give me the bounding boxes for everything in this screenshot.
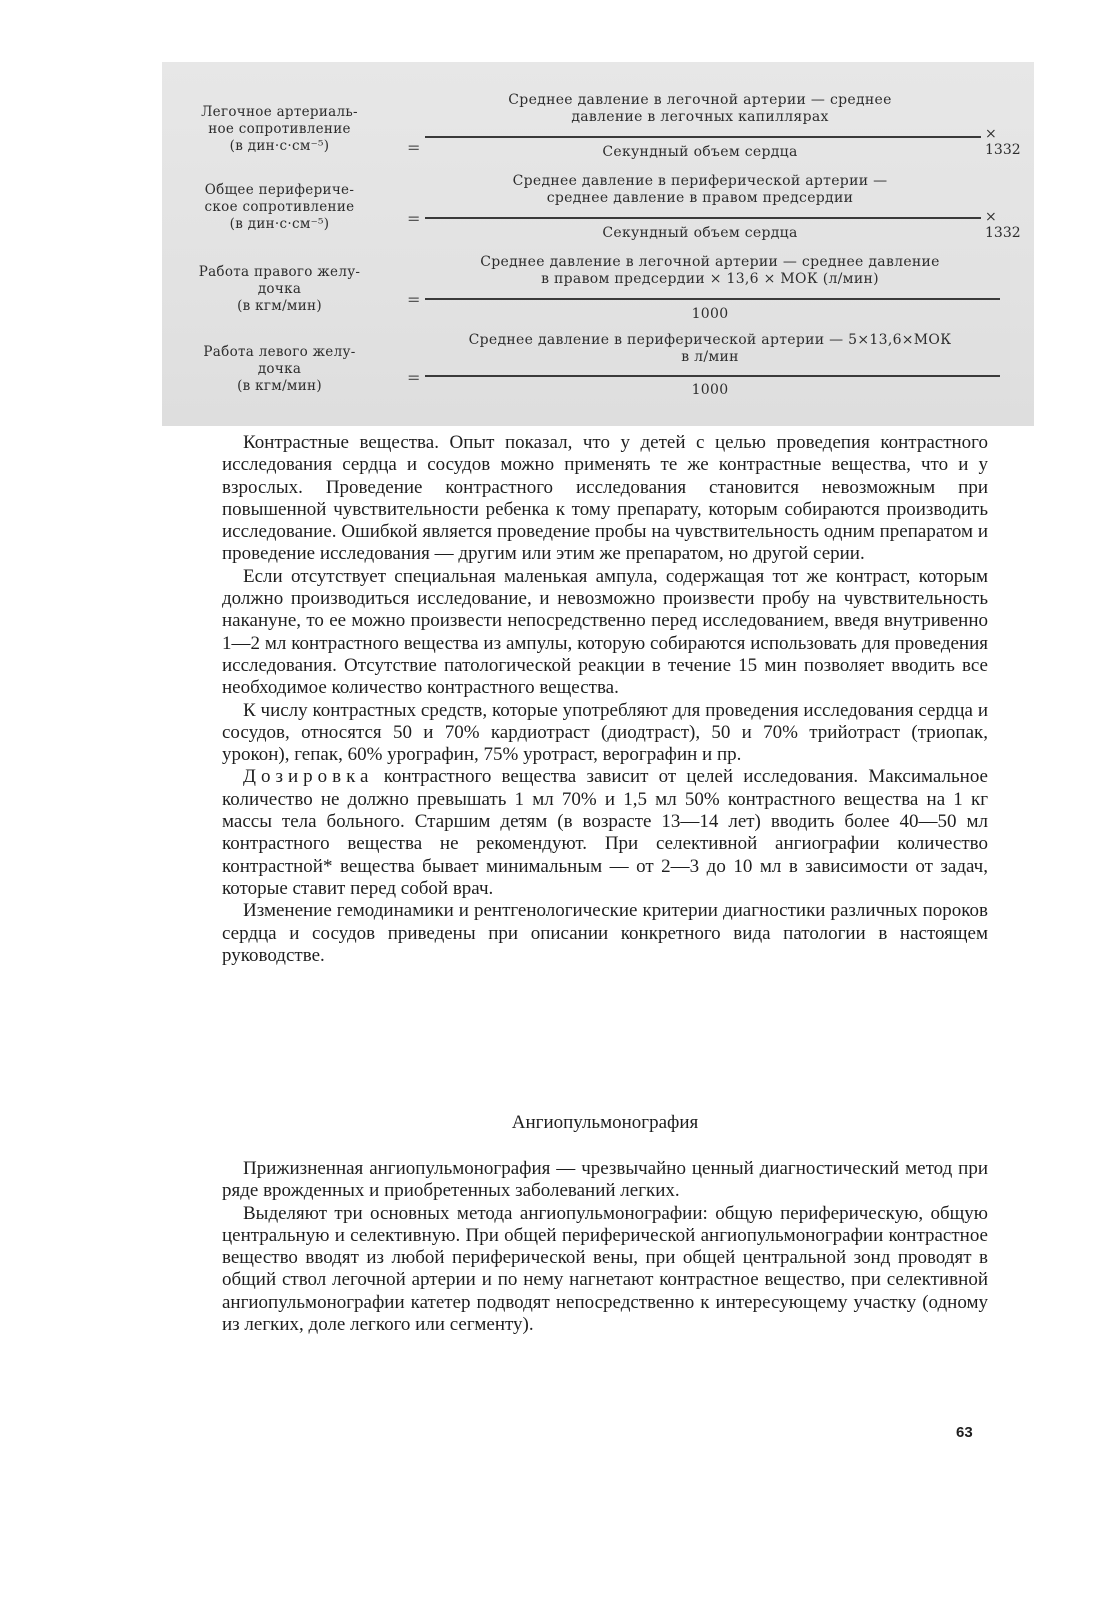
formula-table bbox=[162, 62, 1034, 426]
formula-denominator: 1000 bbox=[691, 306, 729, 322]
formula-label-line: дочка bbox=[257, 361, 302, 377]
formula-label-line: (в кгм/мин) bbox=[237, 298, 322, 314]
numerator-line: Среднее давление в периферической артерии — bbox=[512, 173, 888, 189]
paragraph-dosage bbox=[222, 766, 988, 900]
body-text-upper bbox=[222, 432, 988, 967]
formula-label-line: ское сопротивление bbox=[204, 199, 355, 215]
formula-label-line: Общее перифериче- bbox=[204, 182, 355, 198]
fraction-bar bbox=[425, 217, 981, 219]
formula-numerator bbox=[425, 332, 995, 366]
paragraph-hemodynamics: Изменение гемодинамики и рентгенологические критерии диагностики различных пороков сердца и сосудов приведены при описании конкретного вида патологии в настоящем руководстве. bbox=[222, 900, 988, 966]
formula-label bbox=[182, 104, 377, 155]
formula-label-line: дочка bbox=[257, 281, 302, 297]
formula-label bbox=[182, 264, 377, 315]
formula-row-right-ventricle-work bbox=[162, 254, 1034, 340]
numerator-line: в л/мин bbox=[681, 349, 739, 365]
numerator-line: в правом предсердии × 13,6 × МОК (л/мин) bbox=[541, 271, 879, 287]
fraction-bar bbox=[425, 136, 981, 138]
formula-label-line: Работа левого желу- bbox=[203, 344, 356, 360]
section-heading: Ангиопульмонография bbox=[511, 1112, 699, 1133]
numerator-line: среднее давление в правом предсердии bbox=[546, 190, 854, 206]
formula-numerator bbox=[425, 92, 975, 126]
formula-label-line: Работа правого желу- bbox=[198, 264, 361, 280]
numerator-line: Среднее давление в легочной артерии — среднее bbox=[508, 92, 892, 108]
paragraph-sensitivity-test: Если отсутствует специальная маленькая ампула, содержащая тот же контраст, которым должно производиться исследование, и невозможно произвести пробу на чувствительность накануне, то ее можно произвести непосредственно перед исследованием, введя внутривенно 1—2 мл контрастного вещества из ампулы, которую собираются использовать для проведения исследования. Отсутствие патологической реакции в течение 15 мин позволяет вводить все необходимое количество контрастного вещества. bbox=[222, 565, 988, 699]
formula-label bbox=[182, 344, 377, 395]
fraction-bar bbox=[425, 375, 1000, 377]
formula-row-peripheral-resistance bbox=[162, 173, 1034, 259]
fraction-bar bbox=[425, 298, 1000, 300]
paragraph-contrast-agents: Контрастные вещества. Опыт показал, что у детей с целью проведепия контрастного исследования сердца и сосудов можно применять те же контрастные вещества, что и у взрослых. Проведение контрастного исследования становится невозможным при повышенной чувствительности ребенка к тому препарату, которым собираются производить исследование. Ошибкой является проведение пробы на чувствительность одним препаратом и проведение исследования — другим или этим же препаратом, но другой серии. bbox=[222, 432, 988, 565]
formula-label-line: (в дин·с·см⁻⁵) bbox=[229, 138, 330, 154]
formula-label-line: (в кгм/мин) bbox=[237, 378, 322, 394]
numerator-line: Среднее давление в периферической артерии — 5×13,6×МОК bbox=[468, 332, 952, 348]
equals-sign: = bbox=[407, 138, 421, 157]
formula-denominator: Секундный объем сердца bbox=[602, 225, 798, 241]
formula-label-line: (в дин·с·см⁻⁵) bbox=[229, 216, 330, 232]
formula-label-line: ное сопротивление bbox=[208, 121, 351, 137]
formula-denominator: 1000 bbox=[691, 382, 729, 398]
formula-numerator bbox=[425, 173, 975, 207]
dosage-lead-word: Дозировка bbox=[243, 766, 374, 788]
paragraph-contrast-list: К числу контрастных средств, которые употребляют для проведения исследования сердца и сосудов, относятся 50 и 70% кардиотраст (диодтраст), 50 и 70% трийотраст (триопак, урокон), гепак, 60% урографин, 75% уротраст, верографин и пр. bbox=[222, 699, 988, 766]
page-number: 63 bbox=[956, 1424, 973, 1441]
formula-numerator bbox=[425, 254, 995, 288]
equals-sign: = bbox=[407, 209, 421, 228]
numerator-line: давление в легочных капиллярах bbox=[571, 109, 829, 125]
formula-row-left-ventricle-work bbox=[162, 332, 1034, 418]
formula-row-pulmonary-resistance bbox=[162, 90, 1034, 176]
formula-label bbox=[182, 182, 377, 233]
body-text-lower bbox=[222, 1158, 988, 1336]
numerator-line: Среднее давление в легочной артерии — среднее давление bbox=[480, 254, 940, 270]
formula-multiplier: × 1332 bbox=[985, 209, 1021, 241]
equals-sign: = bbox=[407, 368, 421, 387]
formula-multiplier: × 1332 bbox=[985, 126, 1021, 158]
dosage-text: контрастного вещества зависит от целей исследования. Максимальное количество не должно превышать 1 мл 70% и 1,5 мл 50% контрастного вещества на 1 кг массы тела больного. Старшим детям (в возрасте 13—14 лет) вводить более 40—50 мл контрастного вещества не рекомендуют. При селективной ангиографии количество контрастной* вещества бывает минимальным — от 2—3 до 10 мл в зависимости от задач, которые ставит перед собой врач. bbox=[222, 766, 988, 899]
equals-sign: = bbox=[407, 290, 421, 309]
formula-label-line: Легочное артериаль- bbox=[201, 104, 358, 120]
paragraph-angiopulmonography-intro: Прижизненная ангиопульмонография — чрезвычайно ценный диагностический метод при ряде врожденных и приобретенных заболеваний легких. bbox=[222, 1158, 988, 1202]
formula-denominator: Секундный объем сердца bbox=[602, 144, 798, 160]
paragraph-angiopulmonography-methods: Выделяют три основных метода ангиопульмонографии: общую периферическую, общую центральную и селективную. При общей периферической ангиопульмонографии контрастное вещество вводят из любой периферической вены, при общей центральной зонд проводят в общий ствол легочной артерии и по нему нагнетают контрастное вещество, при селективной ангиопульмонографии катетер подводят непосредственно к интересующему участку (одному из легких, доле легкого или сегменту). bbox=[222, 1202, 988, 1336]
